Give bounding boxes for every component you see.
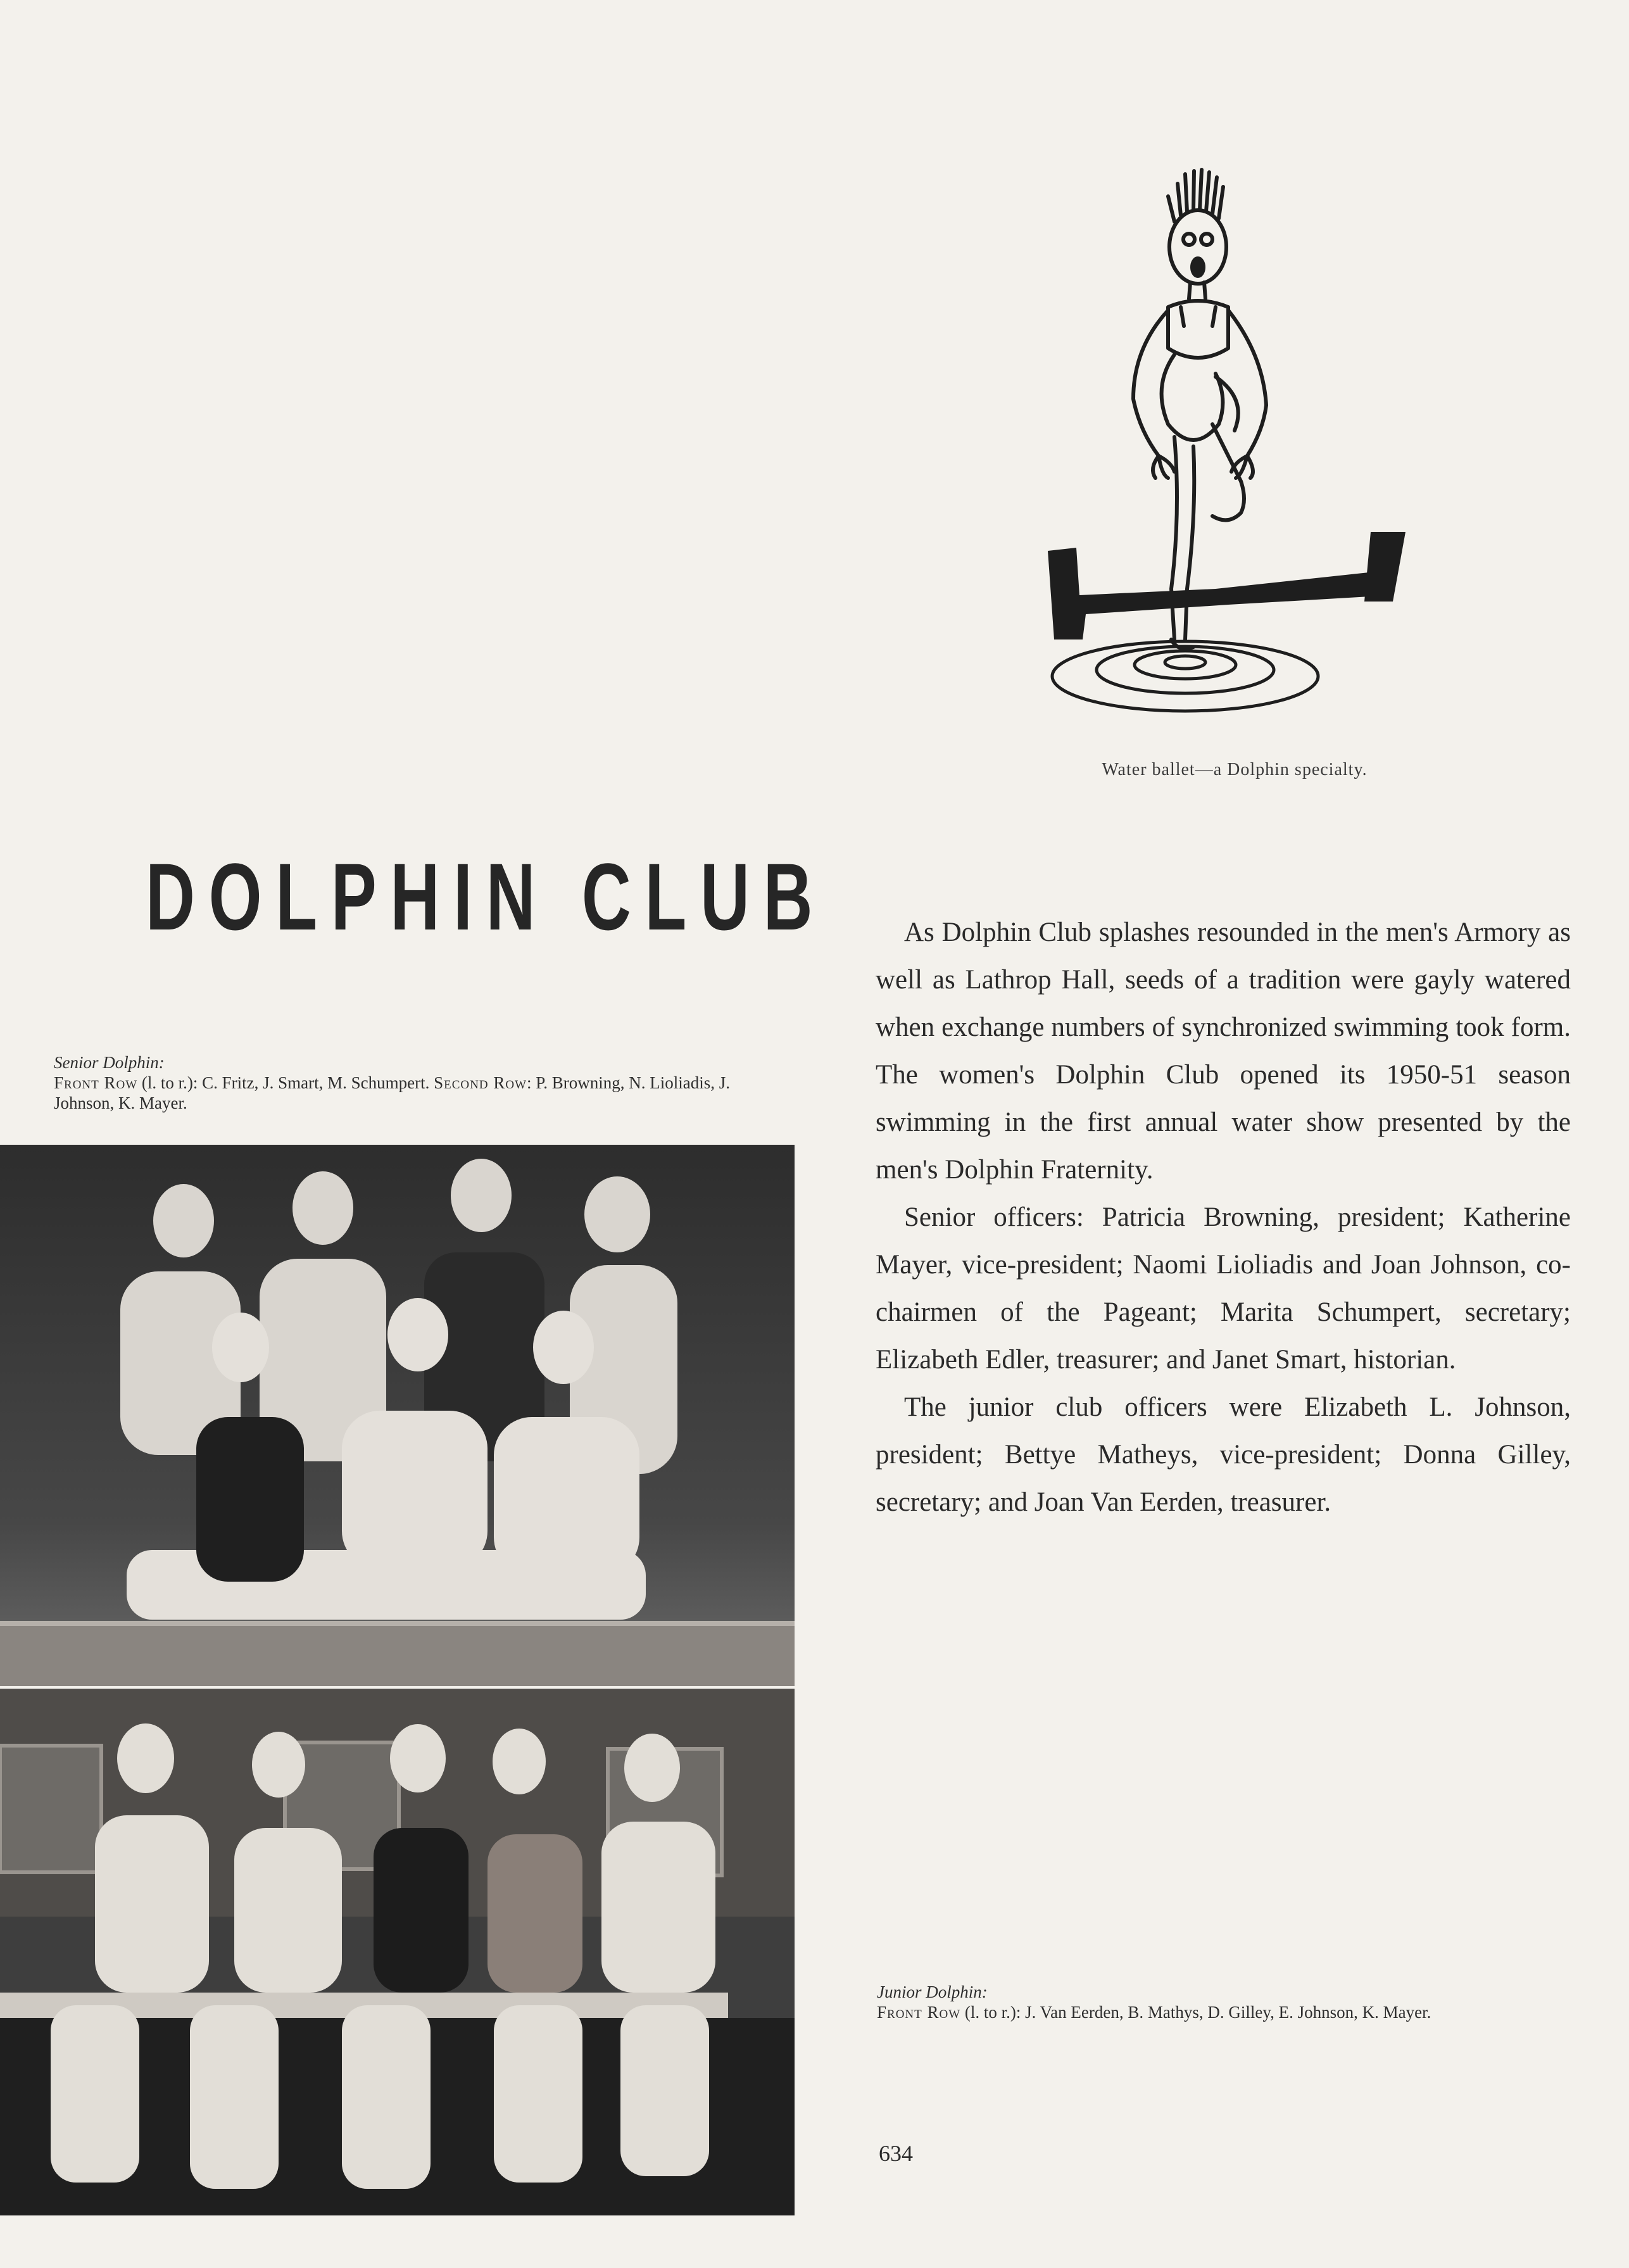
diver-cartoon-illustration [1038, 158, 1431, 741]
senior-second-row-names: : P. Browning, N. Lioliadis, J. Johnson, K. Mayer. [54, 1073, 731, 1112]
senior-photo-caption [54, 1052, 763, 1113]
senior-caption-heading: Senior Dolphin: [54, 1053, 165, 1072]
article-paragraph-3: The junior club officers were Elizabeth L. Johnson, president; Bettye Matheys, vice-president; Donna Gilley, secretary; and Joan Van Eerden, treasurer. [876, 1392, 1571, 1517]
senior-front-row-names: (l. to r.): C. Fritz, J. Smart, M. Schumpert. [137, 1073, 434, 1092]
article-paragraph-1: As Dolphin Club splashes resounded in the men's Armory as well as Lathrop Hall, seeds of a tradition were gayly watered when exchange numbers of synchronized swimming took form. The women's Dolphin Club opened its 1950-51 season swimming in the first annual water show presented by the men's Dolphin Fraternity. [876, 917, 1571, 1185]
page-title: DOLPHIN CLUB [146, 843, 827, 950]
junior-front-row-names: (l. to r.): J. Van Eerden, B. Mathys, D. Gilley, E. Johnson, K. Mayer. [960, 2003, 1431, 2022]
page-number: 634 [879, 2141, 913, 2166]
senior-second-row-label: Second Row [434, 1073, 527, 1092]
senior-front-row-label: Front Row [54, 1073, 138, 1092]
diver-cartoon-drawing [1038, 158, 1431, 741]
junior-caption-heading: Junior Dolphin: [877, 1982, 988, 2001]
junior-dolphin-photo [0, 1689, 795, 2215]
junior-front-row-label: Front Row [877, 2003, 961, 2022]
article-paragraph-2: Senior officers: Patricia Browning, president; Katherine Mayer, vice-president; Naomi Lioliadis and Joan Johnson, co-chairmen of the Pageant; Marita Schumpert, secretary; Elizabeth Edler, treasurer; and Janet Smart, historian. [876, 1202, 1571, 1375]
senior-dolphin-photo [0, 1145, 795, 1686]
article-body [876, 909, 1571, 1526]
junior-photo-caption [877, 1982, 1459, 2022]
junior-photo-image [0, 1689, 795, 2215]
cartoon-caption: Water ballet—a Dolphin specialty. [1102, 760, 1368, 779]
senior-photo-image [0, 1145, 795, 1686]
